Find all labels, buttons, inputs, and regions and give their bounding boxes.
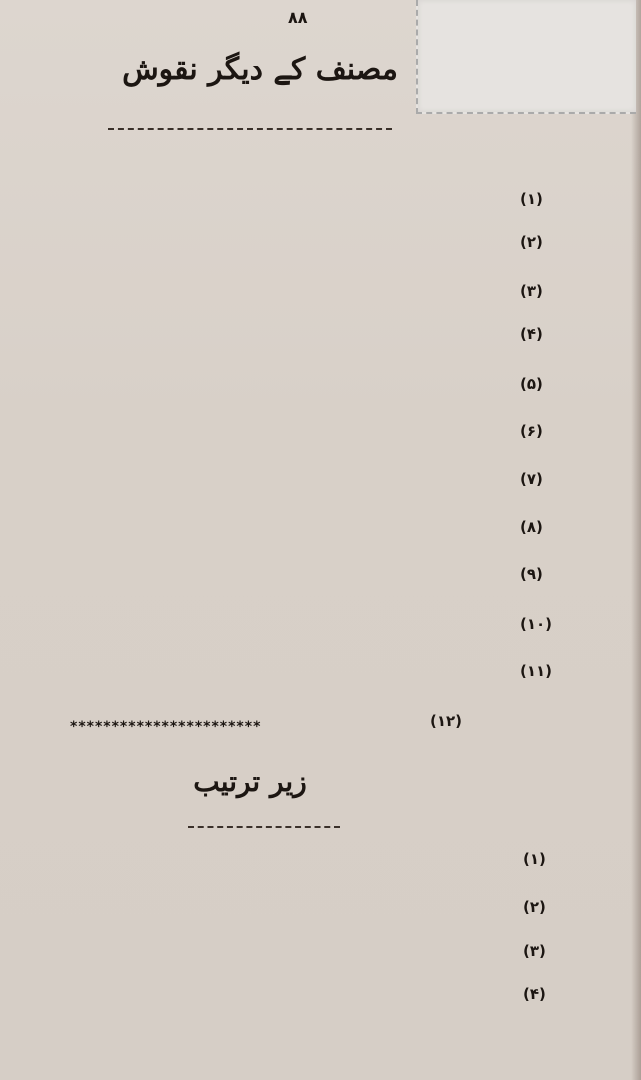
item-number: (۴) xyxy=(523,985,546,1003)
item-number: (۱) xyxy=(523,850,546,868)
item-number: (۲) xyxy=(523,898,546,916)
subtitle-divider xyxy=(188,826,340,828)
item-number: (۶) xyxy=(520,422,543,440)
item-number: (۱) xyxy=(520,190,543,208)
star-divider: *********************** xyxy=(70,719,262,735)
item-number: (۳) xyxy=(520,282,543,300)
item-number: (۱۰) xyxy=(520,615,553,633)
page-edge-shadow xyxy=(631,0,641,1080)
item-number: (۲) xyxy=(520,233,543,251)
item-number: (۵) xyxy=(520,375,543,393)
item-number: (۱۲) xyxy=(430,712,463,730)
item-number: (۴) xyxy=(520,325,543,343)
item-number: (۹) xyxy=(520,565,543,583)
item-number: (۷) xyxy=(520,470,543,488)
page-title: مصنف کے دیگر نقوش xyxy=(122,52,398,87)
item-number: (۳) xyxy=(523,942,546,960)
pasted-paper-patch xyxy=(416,0,636,114)
title-divider xyxy=(108,128,392,130)
section-subtitle: زیر ترتیب xyxy=(193,765,307,798)
item-number: (۱۱) xyxy=(520,662,553,680)
item-number: (۸) xyxy=(520,518,543,536)
page-number: ٨٨ xyxy=(288,8,308,27)
